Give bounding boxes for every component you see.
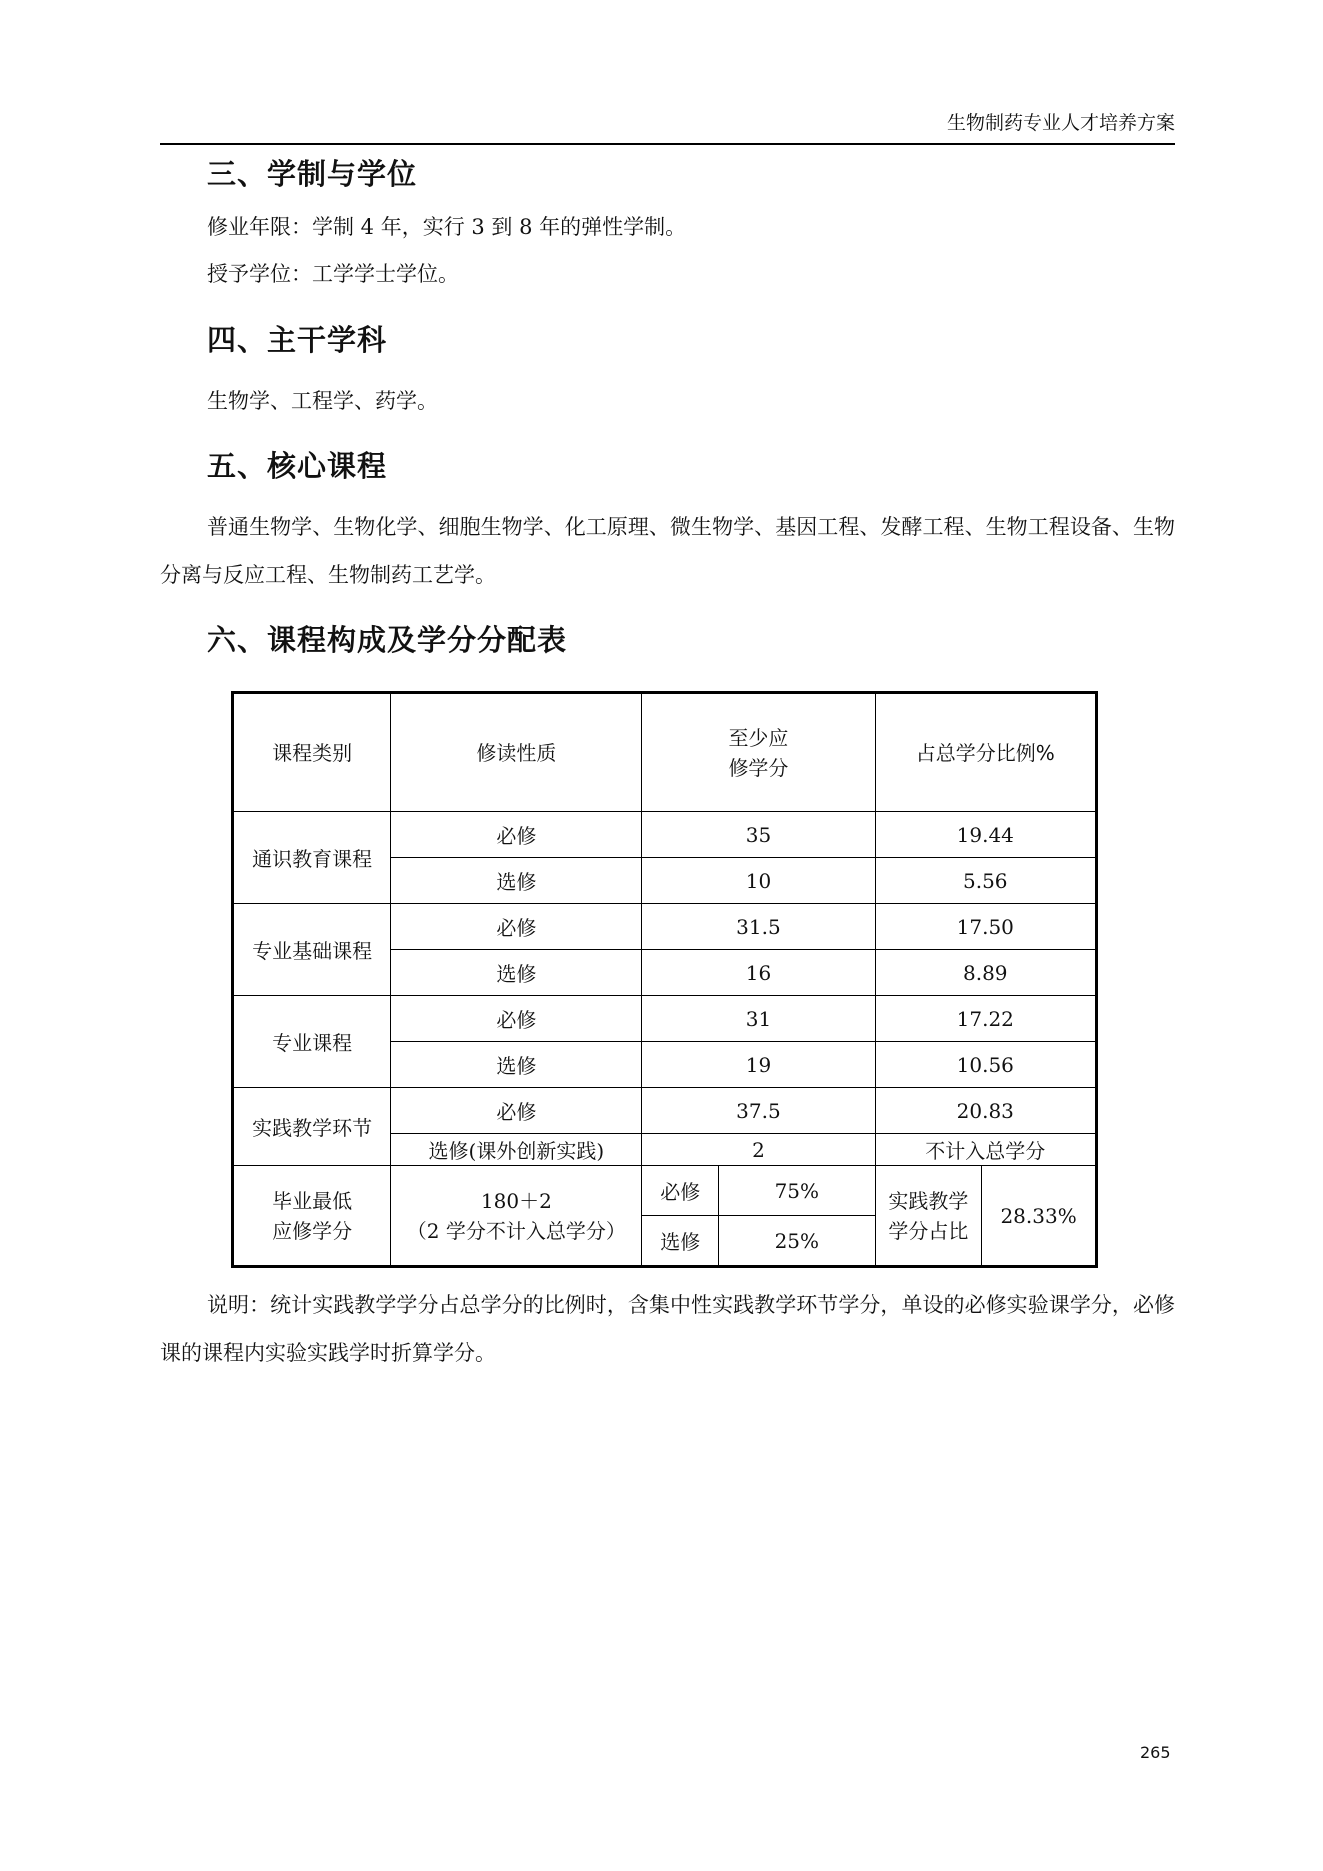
graduation-label-line1: 毕业最低 [272, 1188, 353, 1213]
table-row [233, 1088, 1097, 1134]
ratio-cell: 20.83 [875, 1088, 1096, 1134]
ratio-cell: 17.50 [875, 904, 1096, 950]
credits-cell: 35 [642, 812, 875, 858]
category-cell: 通识教育课程 [233, 812, 391, 904]
table-row [233, 904, 1097, 950]
practice-label-line2: 学分占比 [888, 1218, 969, 1243]
elective-pct-cell: 25% [719, 1216, 875, 1267]
nature-cell: 必修 [391, 996, 642, 1042]
header-ratio: 占总学分比例% [875, 693, 1096, 812]
ratio-cell: 10.56 [875, 1042, 1096, 1088]
practice-label-cell [875, 1166, 982, 1267]
section-heading-disciplines: 四、主干学科 [207, 323, 388, 357]
table-row [233, 996, 1097, 1042]
table-header-row [233, 693, 1097, 812]
page-header [160, 108, 1175, 145]
elective-label-cell: 选修 [642, 1216, 719, 1267]
credits-cell: 2 [642, 1134, 875, 1166]
graduation-total-cell [391, 1166, 642, 1267]
nature-cell: 必修 [391, 904, 642, 950]
graduation-total-line2: （2 学分不计入总学分） [406, 1218, 626, 1243]
ratio-cell: 8.89 [875, 950, 1096, 996]
practice-pct-cell: 28.33% [982, 1166, 1097, 1267]
required-label-cell: 必修 [642, 1166, 719, 1216]
degree-text: 授予学位：工学学士学位。 [207, 262, 459, 286]
credits-cell: 10 [642, 858, 875, 904]
required-pct-cell: 75% [719, 1166, 875, 1216]
table-row [233, 812, 1097, 858]
core-courses-text: 普通生物学、生物化学、细胞生物学、化工原理、微生物学、基因工程、发酵工程、生物工程设备、生物分离与反应工程、生物制药工艺学。 [160, 515, 1175, 587]
nature-cell: 必修 [391, 1088, 642, 1134]
nature-cell: 选修 [391, 950, 642, 996]
header-min-credits-line2: 修学分 [728, 755, 789, 780]
credits-table [231, 691, 1098, 1268]
credits-cell: 31 [642, 996, 875, 1042]
section-heading-core-courses: 五、核心课程 [207, 449, 388, 483]
credits-cell: 19 [642, 1042, 875, 1088]
section-heading-credits-table: 六、课程构成及学分分配表 [207, 623, 568, 657]
category-cell: 实践教学环节 [233, 1088, 391, 1166]
ratio-cell: 19.44 [875, 812, 1096, 858]
disciplines-text: 生物学、工程学、药学。 [207, 389, 438, 413]
study-duration-text: 修业年限：学制 4 年，实行 3 到 8 年的弹性学制。 [207, 215, 687, 239]
credits-cell: 16 [642, 950, 875, 996]
nature-cell: 必修 [391, 812, 642, 858]
ratio-cell: 不计入总学分 [875, 1134, 1096, 1166]
header-category: 课程类别 [233, 693, 391, 812]
header-nature: 修读性质 [391, 693, 642, 812]
header-min-credits [642, 693, 875, 812]
section-heading-degree: 三、学制与学位 [207, 157, 418, 191]
table-note: 说明：统计实践教学学分占总学分的比例时，含集中性实践教学环节学分，单设的必修实验课学分，必修课的课程内实验实践学时折算学分。 [160, 1293, 1175, 1365]
graduation-label-cell [233, 1166, 391, 1267]
page-number: 265 [1140, 1743, 1171, 1762]
ratio-cell: 17.22 [875, 996, 1096, 1042]
header-min-credits-line1: 至少应 [728, 725, 789, 750]
credits-cell: 37.5 [642, 1088, 875, 1134]
graduation-label-line2: 应修学分 [272, 1218, 353, 1243]
ratio-cell: 5.56 [875, 858, 1096, 904]
category-cell: 专业基础课程 [233, 904, 391, 996]
nature-cell: 选修(课外创新实践) [391, 1134, 642, 1166]
credits-cell: 31.5 [642, 904, 875, 950]
header-title: 生物制药专业人才培养方案 [946, 112, 1175, 134]
practice-label-line1: 实践教学 [888, 1188, 969, 1213]
graduation-total-line1: 180＋2 [480, 1188, 552, 1213]
nature-cell: 选修 [391, 1042, 642, 1088]
nature-cell: 选修 [391, 858, 642, 904]
category-cell: 专业课程 [233, 996, 391, 1088]
graduation-row [233, 1166, 1097, 1216]
